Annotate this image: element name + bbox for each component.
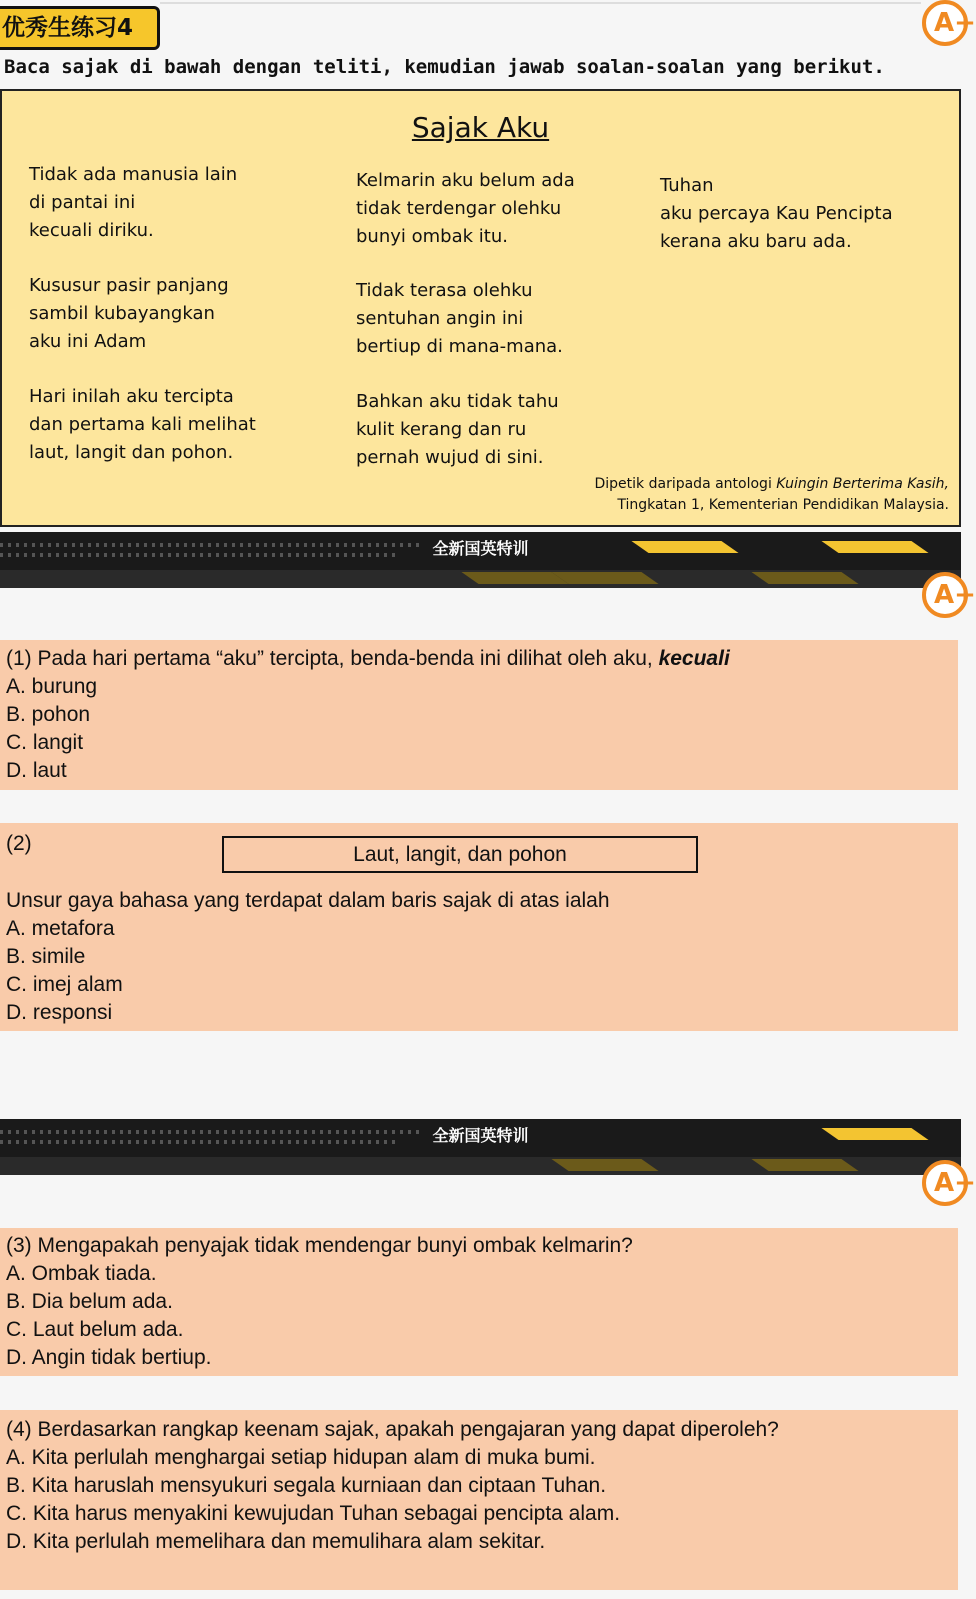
option-a[interactable]: A. Kita perlulah menghargai setiap hidupan alam di muka bumi.: [6, 1446, 596, 1469]
question-2-number: (2): [6, 832, 32, 855]
source-anthology-title: Kuingin Berterima Kasih,: [776, 476, 949, 492]
poem-line: kulit kerang dan ru: [356, 419, 527, 440]
poem-line: kecuali diriku.: [29, 220, 154, 241]
poem-line: sambil kubayangkan: [29, 303, 215, 324]
option-d[interactable]: D. Kita perlulah memelihara dan memulihara alam sekitar.: [6, 1530, 546, 1553]
option-c[interactable]: C. imej alam: [6, 973, 123, 996]
option-a[interactable]: A. metafora: [6, 917, 115, 940]
option-c[interactable]: C. Kita harus menyakini kewujudan Tuhan sebagai pencipta alam.: [6, 1502, 621, 1525]
section-banner: [0, 532, 961, 588]
instruction-text: Baca sajak di bawah dengan teliti, kemudian jawab soalan-soalan yang berikut.: [4, 56, 885, 78]
poem-line: Tidak ada manusia lain: [29, 164, 238, 185]
question-2: [6, 887, 610, 1027]
poem-line: aku percaya Kau Pencipta: [660, 203, 893, 224]
poem-line: sentuhan angin ini: [356, 308, 524, 329]
stanza-6: [356, 388, 559, 472]
poem-line: Hari inilah aku tercipta: [29, 386, 234, 407]
worksheet-title: 优秀生练习4: [0, 6, 160, 50]
poem-line: laut, langit dan pohon.: [29, 442, 234, 463]
source-prefix: Dipetik daripada antologi: [594, 476, 777, 492]
poem-line: Tidak terasa olehku: [356, 280, 533, 301]
stanza-1: [29, 161, 237, 245]
stanza-7: [660, 172, 893, 256]
option-c[interactable]: C. langit: [6, 731, 84, 754]
a-plus-badge-icon: A+: [922, 1160, 968, 1206]
top-divider: [160, 2, 921, 4]
question-1-stem: (1) Pada hari pertama “aku” tercipta, benda-benda ini dilihat oleh aku,: [6, 647, 659, 670]
poem-line: dan pertama kali melihat: [29, 414, 256, 435]
poem-line: aku ini Adam: [29, 331, 147, 352]
poem-line: bertiup di mana-mana.: [356, 336, 563, 357]
stanza-3: [29, 383, 256, 467]
question-1-emphasis: kecuali: [658, 647, 730, 670]
question-1: [6, 645, 730, 785]
a-plus-badge-icon: A+: [922, 572, 968, 618]
option-a[interactable]: A. Ombak tiada.: [6, 1262, 157, 1285]
option-b[interactable]: B. simile: [6, 945, 86, 968]
banner-label: 全新国英特训: [432, 1126, 529, 1145]
poem-line: tidak terdengar olehku: [356, 198, 562, 219]
stanza-5: [356, 277, 563, 361]
question-2-stem: Unsur gaya bahasa yang terdapat dalam baris sajak di atas ialah: [6, 889, 610, 912]
poem-title: Sajak Aku: [411, 111, 550, 144]
option-b[interactable]: B. pohon: [6, 703, 91, 726]
poem-line: di pantai ini: [29, 192, 136, 213]
poem-line: Tuhan: [660, 175, 714, 196]
poem-source: [595, 474, 950, 516]
a-plus-badge-icon: A+: [922, 0, 968, 46]
option-a[interactable]: A. burung: [6, 675, 98, 698]
poem-line: pernah wujud di sini.: [356, 447, 544, 468]
question-3-stem: (3) Mengapakah penyajak tidak mendengar bunyi ombak kelmarin?: [6, 1234, 633, 1257]
poem-line: Kelmarin aku belum ada: [356, 170, 575, 191]
question-4-stem: (4) Berdasarkan rangkap keenam sajak, apakah pengajaran yang dapat diperoleh?: [6, 1418, 779, 1441]
option-d[interactable]: D. laut: [6, 759, 67, 782]
stanza-4: [356, 167, 575, 251]
option-b[interactable]: B. Kita haruslah mensyukuri segala kurniaan dan ciptaan Tuhan.: [6, 1474, 607, 1497]
poem-box: [0, 89, 961, 527]
section-banner: [0, 1119, 961, 1175]
source-line-2: Tingkatan 1, Kementerian Pendidikan Malaysia.: [617, 497, 949, 513]
banner-label: 全新国英特训: [432, 539, 529, 558]
poem-line: bunyi ombak itu.: [356, 226, 508, 247]
option-d[interactable]: D. responsi: [6, 1001, 113, 1024]
poem-line: kerana aku baru ada.: [660, 231, 852, 252]
option-d[interactable]: D. Angin tidak bertiup.: [6, 1346, 212, 1369]
option-b[interactable]: B. Dia belum ada.: [6, 1290, 173, 1313]
question-4: [6, 1416, 779, 1556]
boxed-poem-line: Laut, langit, dan pohon: [222, 836, 698, 873]
stanza-2: [29, 272, 229, 356]
poem-line: Bahkan aku tidak tahu: [356, 391, 559, 412]
poem-line: Kususur pasir panjang: [29, 275, 229, 296]
option-c[interactable]: C. Laut belum ada.: [6, 1318, 184, 1341]
question-3: [6, 1232, 633, 1372]
